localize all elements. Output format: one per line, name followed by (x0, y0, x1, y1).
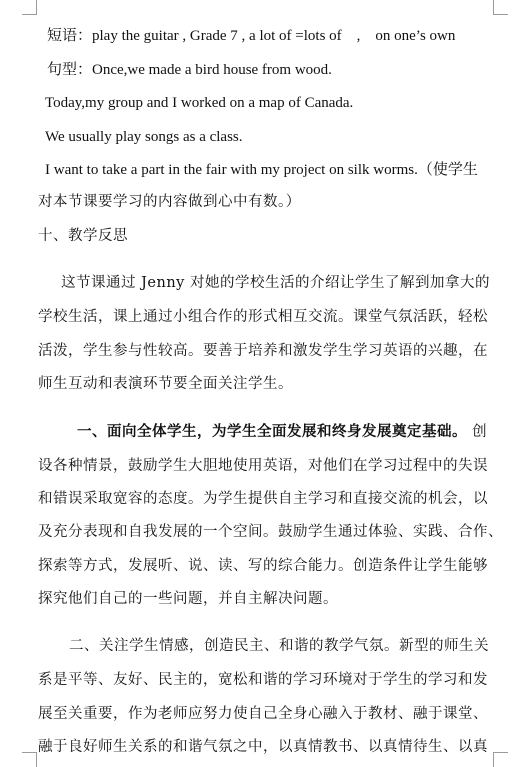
page-corner-mark (22, 752, 37, 767)
sentence-patterns-line: 句型：Once,we made a bird house from wood. (47, 62, 332, 78)
paragraph-line: 及充分表现和自我发展的一个空间。鼓励学生通过体验、实践、合作、 (38, 524, 503, 540)
paragraph-line: 这节课通过 Jenny 对她的学校生活的介绍让学生了解到加拿大的 (61, 275, 490, 291)
page-corner-mark (22, 0, 37, 15)
paragraph-line: 探索等方式，发展听、说、读、写的综合能力。创造条件让学生能够 (38, 558, 488, 574)
paragraph-text: 创 (472, 424, 488, 440)
example-sentence: Today,my group and I worked on a map of Canada. (45, 95, 354, 111)
page-corner-mark (493, 752, 508, 767)
page-corner-mark (493, 0, 508, 15)
phrases-line: 短语：play the guitar , Grade 7 , a lot of =lots of , on one’s own (47, 28, 456, 44)
paragraph-line: 活泼，学生参与性较高。要善于培养和激发学生学习英语的兴趣，在 (38, 343, 488, 359)
paragraph-line: 学校生活，课上通过小组合作的形式相互交流。课堂气氛活跃，轻松 (38, 309, 488, 325)
paragraph-line: 和错误采取宽容的态度。为学生提供自主学习和直接交流的机会，以 (38, 491, 488, 507)
section-heading: 十、教学反思 (38, 228, 128, 244)
paragraph-line: 师生互动和表演环节要全面关注学生。 (38, 376, 293, 392)
text-line: 对本节课要学习的内容做到心中有数。） (38, 194, 301, 210)
point-heading: 一、面向全体学生，为学生全面发展和终身发展奠定基础。 (77, 423, 467, 440)
example-sentence: I want to take a part in the fair with my project on silk worms.（使学生 (45, 162, 478, 178)
paragraph-line: 设各种情景，鼓励学生大胆地使用英语，对他们在学习过程中的失误 (38, 458, 488, 474)
paragraph-line: 融于良好师生关系的和谐气氛之中，以真情教书、以真情待生、以真 (38, 739, 488, 755)
paragraph-line: 探究他们自己的一些问题，并自主解决问题。 (38, 591, 338, 607)
paragraph-line (77, 422, 527, 442)
example-sentence: We usually play songs as a class. (45, 129, 243, 145)
paragraph-line: 二、关注学生情感，创造民主、和谐的教学气氛。新型的师生关 (69, 638, 489, 654)
paragraph-line: 系是平等、友好、民主的，宽松和谐的学习环境对于学生的学习和发 (38, 672, 488, 688)
paragraph-line: 展至关重要，作为老师应努力使自己全身心融入于教材、融于课堂、 (38, 706, 488, 722)
